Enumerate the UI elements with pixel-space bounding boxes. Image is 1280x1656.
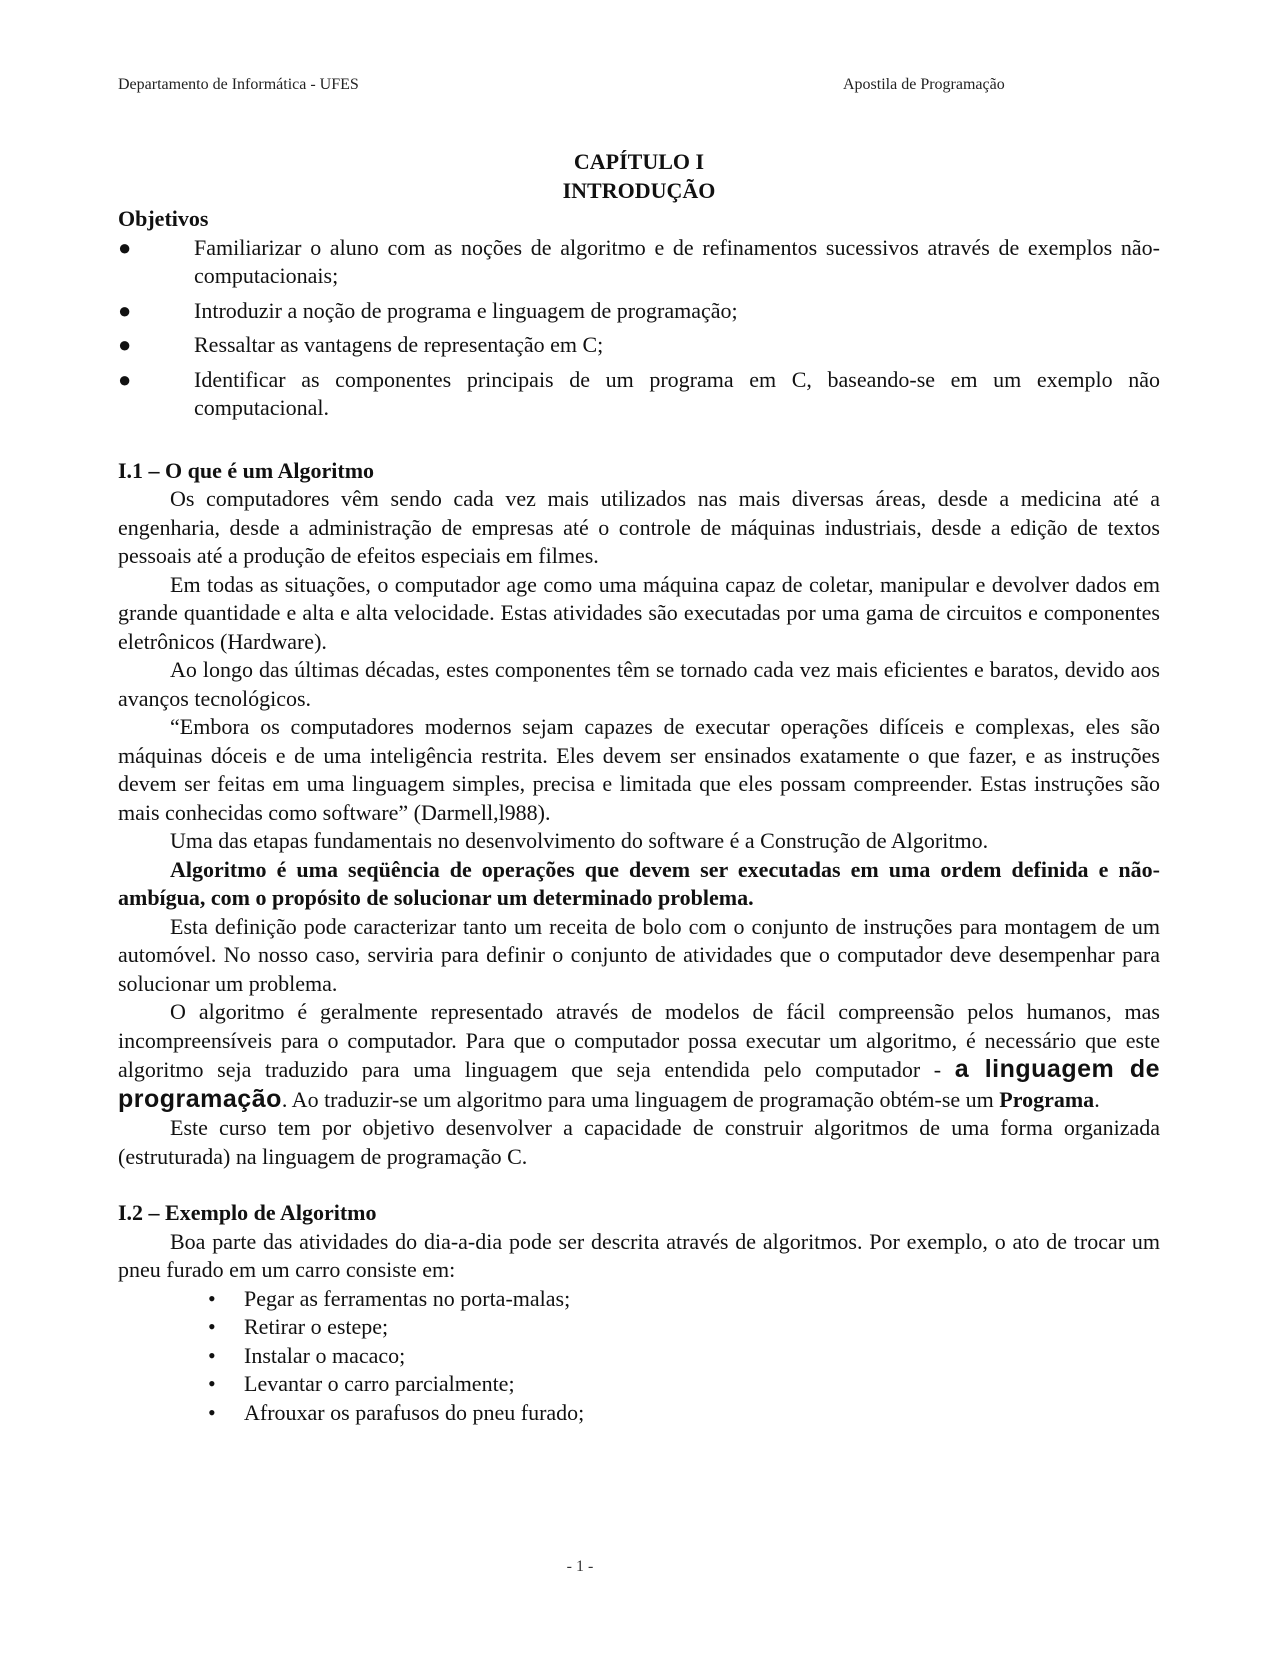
section1-paragraph-2: Em todas as situações, o computador age como uma máquina capaz de coletar, manipular e devolver dados em grande quantidade e alta e alta velocidade. Estas atividades são executadas por uma gama de circuitos e componentes eletrônicos (Hardware). — [118, 571, 1160, 654]
header-title: Apostila de Programação — [843, 76, 1005, 93]
bullet-icon: ● — [118, 366, 132, 392]
bullet-icon: ● — [118, 234, 132, 260]
section1-paragraph-4: “Embora os computadores modernos sejam capazes de executar operações difíceis e complexas, eles são máquinas dóceis e de uma inteligência restrita. Eles devem ser ensinados exatamente o que fazer, e as instruções devem ser feitas em uma linguagem simples, precisa e limitada que eles possam compreender. Estas instruções são mais conhecidas como software” (Darmell,l988). — [118, 714, 1160, 825]
list-item: ● Familiarizar o aluno com as noções de algoritmo e de refinamentos sucessivos através de exemplos não-computacionais; — [118, 234, 1160, 288]
section1-paragraph-5: Uma das etapas fundamentais no desenvolvimento do software é a Construção de Algoritmo. — [170, 828, 989, 853]
bullet-icon: • — [208, 1399, 216, 1425]
bullet-icon: ● — [118, 332, 132, 357]
objectives-heading: Objetivos — [118, 206, 209, 231]
list-item: • Retirar o estepe; — [208, 1313, 1160, 1342]
section2-paragraph-1: Boa parte das atividades do dia-a-dia pode ser descrita através de algoritmos. Por exemplo, o ato de trocar um pneu furado em um carro consiste em: — [118, 1228, 1160, 1282]
list-item: ● Ressaltar as vantagens de representação em C; — [118, 331, 1160, 360]
list-item: • Levantar o carro parcialmente; — [208, 1370, 1160, 1399]
bullet-icon: ● — [118, 297, 132, 323]
chapter-title: INTRODUÇÃO — [562, 177, 716, 203]
section1-paragraph-9: Este curso tem por objetivo desenvolver a capacidade de construir algoritmos de uma forma organizada (estruturada) na linguagem de programação C. — [118, 1115, 1160, 1169]
section1-heading: I.1 – O que é um Algoritmo — [118, 457, 375, 483]
bullet-icon: • — [208, 1314, 216, 1339]
page-content — [118, 148, 1160, 1427]
list-item: ● Introduzir a noção de programa e linguagem de programação; — [118, 297, 1160, 326]
page-number: - 1 - — [566, 1558, 594, 1575]
objectives-list — [118, 234, 1160, 423]
header-department: Departamento de Informática - UFES — [118, 76, 359, 93]
algorithm-definition: Algoritmo é uma seqüência de operações que devem ser executadas em uma ordem definida e não-ambígua, com o propósito de solucionar um determinado problema. — [118, 856, 1160, 910]
list-item: • Instalar o macaco; — [208, 1342, 1160, 1371]
section1-paragraph-1: Os computadores vêm sendo cada vez mais utilizados nas mais diversas áreas, desde a medicina até a engenharia, desde a administração de empresas até o controle de máquinas industriais, desde a edição de textos pessoais até a produção de efeitos especiais em filmes. — [118, 486, 1160, 568]
section1-paragraph-3: Ao longo das últimas décadas, estes componentes têm se tornado cada vez mais eficientes e baratos, devido aos avanços tecnológicos. — [118, 657, 1160, 711]
section1-paragraph-8: O algoritmo é geralmente representado através de modelos de fácil compreensão pelos humanos, mas incompreensíveis para o computador. Para que o computador possa executar um algoritmo, é necessário que este algoritmo seja traduzido para uma linguagem que seja entendida pelo computador - a linguagem de programação. Ao traduzir-se um algoritmo para uma linguagem de programação obtém-se um Programa. — [118, 999, 1160, 1113]
section2-heading: I.2 – Exemplo de Algoritmo — [118, 1200, 377, 1225]
list-item: • Afrouxar os parafusos do pneu furado; — [208, 1399, 1160, 1428]
chapter-number: CAPÍTULO I — [573, 149, 705, 174]
bullet-icon: • — [208, 1342, 216, 1368]
section1-paragraph-7: Esta definição pode caracterizar tanto um receita de bolo com o conjunto de instruções para montagem de um automóvel. No nosso caso, serviria para definir o conjunto de atividades que o computador deve desempenhar para solucionar um problema. — [118, 913, 1160, 996]
list-item: • Pegar as ferramentas no porta-malas; — [208, 1285, 1160, 1314]
bullet-icon: • — [208, 1371, 216, 1396]
list-item: ● Identificar as componentes principais de um programa em C, baseando-se em um exemplo não computacional. — [118, 366, 1160, 420]
tire-change-steps — [118, 1285, 1160, 1428]
program-term: Programa — [999, 1086, 1095, 1112]
bullet-icon: • — [208, 1285, 216, 1311]
programming-language-emphasis: a linguagem de programação — [118, 1055, 1160, 1113]
